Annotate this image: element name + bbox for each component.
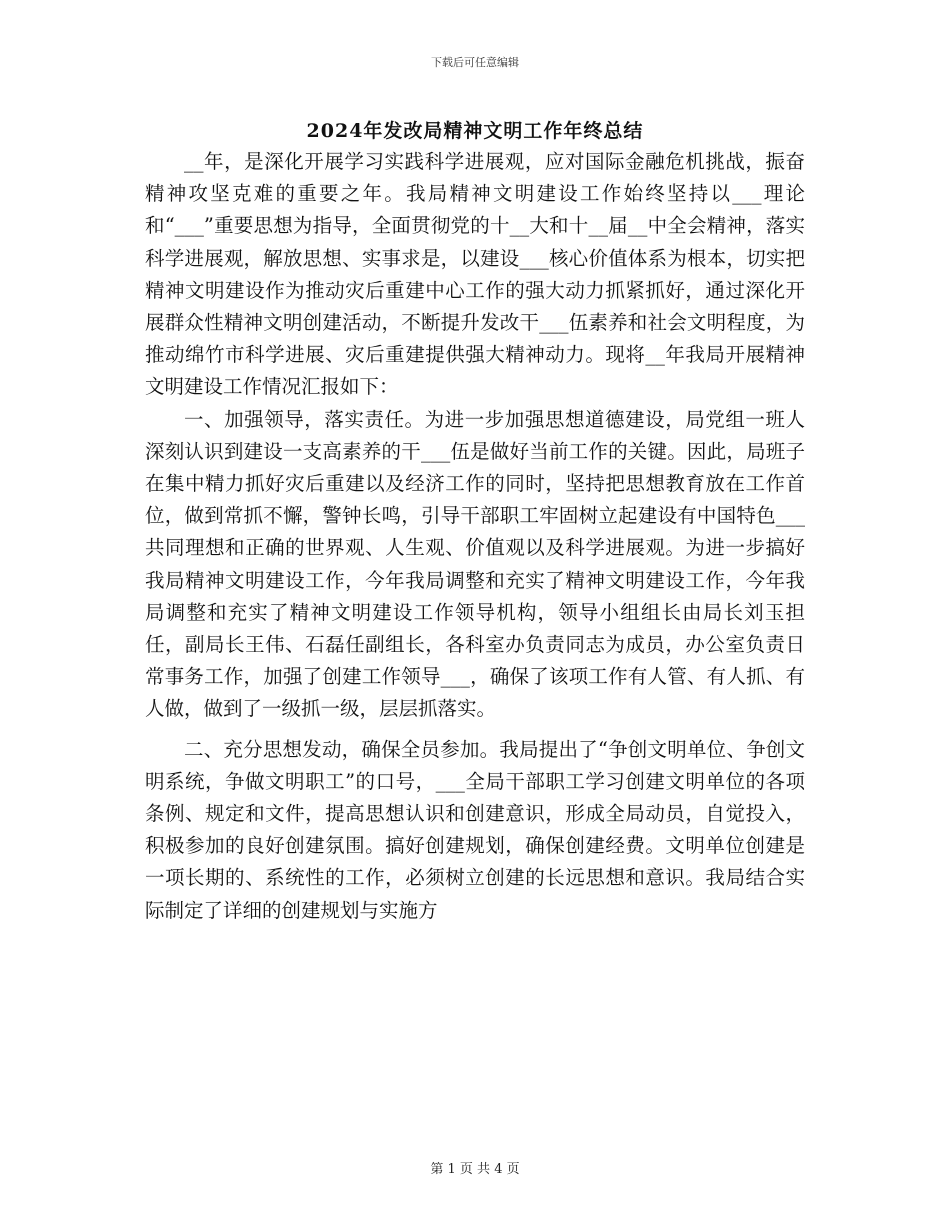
page-footer: 第 1 页 共 4 页	[430, 1162, 520, 1177]
page-header: 下载后可任意编辑	[431, 56, 519, 69]
paragraph-section-2: 二、充分思想发动，确保全员参加。我局提出了“争创文明单位、争创文明系统，争做文明职工”的口号，___全局干部职工学习创建文明单位的各项条例、规定和文件，提高思想认识和创建意识，形成全局动员，自觉投入，积极参加的良好创建氛围。搞好创建规划，确保创建经费。文明单位创建是一项长期的、系统性的工作，必须树立创建的长远思想和意识。我局结合实际制定了详细的创建规划与实施方	[145, 737, 805, 922]
paragraph-intro: __年，是深化开展学习实践科学进展观，应对国际金融危机挑战，振奋精神攻坚克难的重要之年。我局精神文明建设工作始终坚持以___理论和“___”重要思想为指导，全面贯彻党的十__大和十__届__中全会精神，落实科学进展观，解放思想、实事求是，以建设___核心价值体系为根本，切实把精神文明建设作为推动灾后重建中心工作的强大动力抓紧抓好，通过深化开展群众性精神文明创建活动，不断提升发改干___伍素养和社会文明程度，为推动绵竹市科学进展、灾后重建提供强大精神动力。现将__年我局开展精神文明建设工作情况汇报如下：	[145, 150, 805, 399]
document-title: 2024年发改局精神文明工作年终总结	[306, 120, 644, 142]
paragraph-section-1: 一、加强领导，落实责任。为进一步加强思想道德建设，局党组一班人深刻认识到建设一支高素养的干___伍是做好当前工作的关键。因此，局班子在集中精力抓好灾后重建以及经济工作的同时，坚持把思想教育放在工作首位，做到常抓不懈，警钟长鸣，引导干部职工牢固树立起建设有中国特色___共同理想和正确的世界观、人生观、价值观以及科学进展观。为进一步搞好我局精神文明建设工作，今年我局调整和充实了精神文明建设工作，今年我局调整和充实了精神文明建设工作领导机构，领导小组组长由局长刘玉担任，副局长王伟、石磊任副组长，各科室办负责同志为成员，办公室负责日常事务工作，加强了创建工作领导___，确保了该项工作有人管、有人抓、有人做，做到了一级抓一级，层层抓落实。	[145, 407, 805, 721]
document-body	[145, 146, 805, 927]
